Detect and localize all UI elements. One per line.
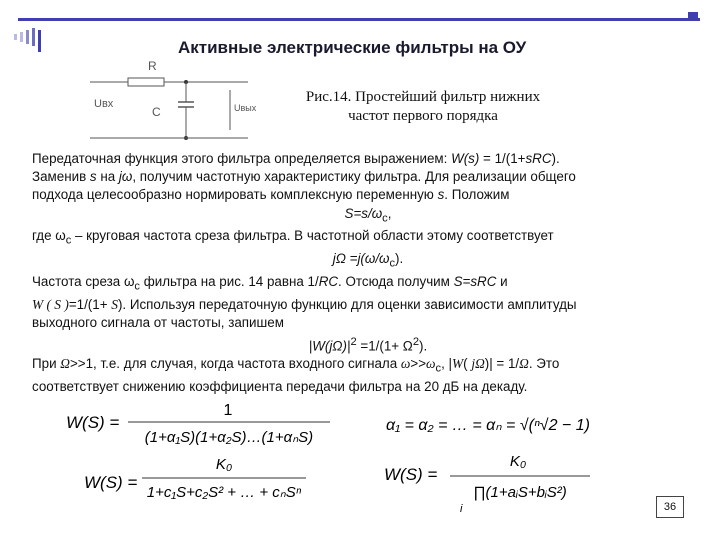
formula-normalization: $S=s/\omega_c$, <box>344 205 392 225</box>
paragraph-6: W ( S )=1/(1+ S). Используя передаточную функцию для оценки зависимости амплитуды <box>32 297 577 313</box>
output-label: Uвых <box>234 103 257 113</box>
paragraph-1: Передаточная функция этого фильтра определяется выражением: W(s) = 1/(1+sRC). <box>32 151 560 166</box>
top-rule <box>18 18 700 21</box>
paragraph-7: выходного сигнала от частоты, запишем <box>32 315 284 331</box>
formula-block <box>0 398 720 518</box>
paragraph-2: Заменив s на jω, получим частотную характеристику фильтра. Для реализации общего <box>32 169 576 185</box>
formula-6-denominator: 1+c₁S+c₂S² + … + cₙSⁿ <box>146 484 302 501</box>
formula-magnitude: $|W(j\Omega)|^2 =1/(1+ \Omega^2)$. <box>308 335 428 353</box>
formula-4-numerator: 1 <box>223 402 233 419</box>
paragraph-3: подхода целесообразно нормировать комплексную переменную s. Положим <box>32 187 510 203</box>
corner-block <box>688 12 698 21</box>
formula-4-lhs: W(S) = <box>66 413 120 432</box>
formula-7-numerator: K₀ <box>509 453 527 470</box>
top-bar <box>0 0 720 22</box>
paragraph-8: При Ω>>1, т.е. для случая, когда частота входного сигнала $\omega>>\omega_с$, |W( jΩ)| = 1/Ω. Это <box>32 356 560 375</box>
formula-7-lhs: W(S) = <box>384 465 438 484</box>
r-label: R <box>148 59 157 73</box>
decor-stripes <box>14 28 54 58</box>
formula-5: α₁ = α₂ = … = αₙ = √(ⁿ√2 − 1) <box>386 417 590 434</box>
paragraph-4: где $\omega_c$ – круговая частота среза фильтра. В частотной области этому соответствует <box>32 228 554 248</box>
slide-title: Активные электрические фильтры на ОУ <box>178 38 527 57</box>
formula-6-numerator: K₀ <box>215 456 233 473</box>
figure-caption <box>298 88 548 126</box>
caption-line-1: Рис.14. Простейший фильтр нижних <box>305 89 541 105</box>
page-number: 36 <box>656 496 684 518</box>
rc-filter-schematic <box>88 58 288 148</box>
input-label: Uвх <box>94 98 114 110</box>
paragraph-5: Частота среза $\omega_c$ фильтра на рис. 14 равна 1/RC. Отсюда получим S=sRC и <box>32 274 508 293</box>
paragraph-9: соответствует снижению коэффициента передачи фильтра на 20 дБ на декаду. <box>32 379 528 395</box>
formula-frequency: $j\Omega =j(\omega/\omega_c)$. <box>332 251 404 271</box>
formula-7-denominator: ∏(1+aᵢS+bᵢS²) <box>473 484 567 501</box>
formula-6-lhs: W(S) = <box>84 473 138 492</box>
body-text <box>32 150 704 396</box>
caption-line-2: частот первого порядка <box>348 108 498 124</box>
formula-4-denominator: (1+α₁S)(1+α₂S)…(1+αₙS) <box>144 429 314 446</box>
c-label: C <box>152 105 161 119</box>
formula-7-subscript: i <box>460 503 463 515</box>
resistor <box>128 78 164 86</box>
